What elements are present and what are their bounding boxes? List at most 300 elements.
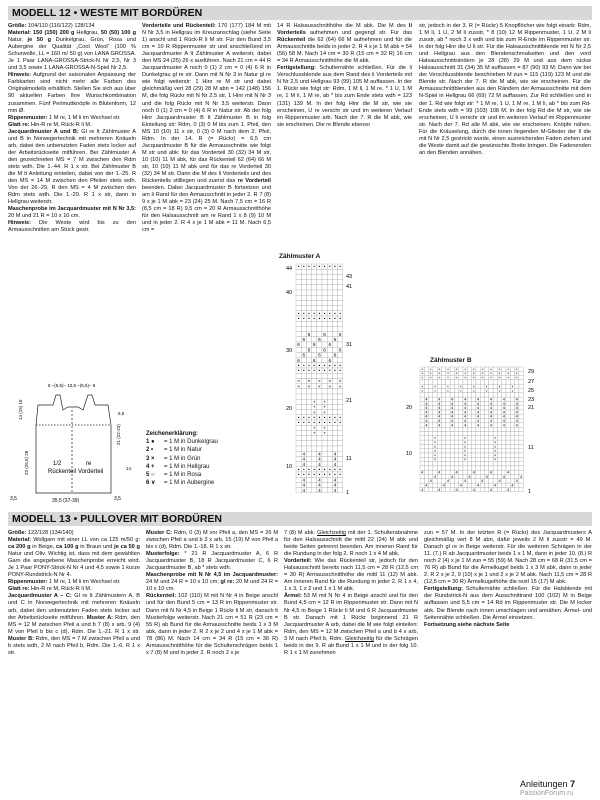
svg-text:•: • [339,466,342,472]
svg-text:4: 4 [489,469,493,475]
svg-text:20: 20 [406,405,413,411]
svg-text:+: + [464,370,467,376]
svg-text:•: • [473,383,475,389]
svg-text:•: • [339,264,342,270]
m12-column-2: Vorderteile und Rückenteil: 170 (177) 184 M mit N Nr 3,5 in Hellgrau im Kreuzanschlag (siehe Seite 1) anschl und 1 Rück-R li M str. Für den Bund 3,5 cm = 10 R Rippenmuster str und anschließend im Jacquardmuster A lt Zählmuster A weiterstr, dabei den MS 24 (25) 26 x ausführen. Nach 21 cm = 44 R Jacquardmuster A noch 0 (1) 2 cm = 0 (4) 6 R in Dunkelgrau gl re str. Dann mit N Nr 3 in Natur gl re wie folgt weiterstr: 1 Hinr re M str und dabei gleichmäßig vert 28 (29) 28 M abn = 142 (148) 156 M, die folg Rückr mit N Nr 2,5 str, 1 Hinr mit N Nr 3 und die folg Rückr mit N Nr 3,5 weiterstr. Dann noch 0 (1) 2 cm = 0 (4) 6 R in Natur str. Ab der folg Hinr Jacquardmuster B lt Zählmuster B in folg Einteilung str: Rdm, 0 (3) 0 M bis zum 1. Pfeil, den MS 10 (10) 11 x str, 0 (3) 0 M nach dem 2. Pfeil, Rdm. In der 14. R (= Rückr) = 6,5 cm Jacquardmuster B für die Armausschnitte wie folgt M str und abk: für das Vorderteil 30 (32) 34 M str, 10 (10) 11 M abk, für das Rückenteil 62 (64) 66 M str, 10 (10) 11 M abk und für das re Vorderteil 30 (32) 34 M str. Dann die M des li Vorderteils und des Rückenteils stilllegen und zuerst das re Vorderteil beenden. Dabei Jacquardmuster B fortsetzen und am li Rand für den Armausschnitt in jeder 2. R 7 (8) 9 x je 1 M abk = 23 (24) 25 M. Nach 7,5 cm = 16 R (8,5 cm = 18 R) 9,5 cm = 20 R Armausschnitthöhe für den Halsausschnitt am re Rand 1 x 8 (9) 10 M und in jeder 2. R 4 x je 1 M abk = 11 M. Nach 6,5 cm = [142,23,271,234]
legend-item: 5 ○ = 1 M in Rosa [146,472,202,479]
svg-text:4: 4 [433,473,437,479]
svg-text:41: 41 [346,284,353,290]
legend-item: 6 ∨ = 1 M in Aubergine [146,480,215,487]
svg-text:4: 4 [438,422,441,428]
svg-text:•: • [328,316,331,322]
svg-text:•: • [302,310,305,316]
svg-text:•: • [421,387,423,393]
svg-text:•: • [334,466,336,472]
svg-text:6: 6 [297,342,300,348]
svg-text:•: • [302,420,305,426]
legend-item: 3 × = 1 M in Grün [146,455,201,462]
svg-text:•: • [313,414,316,420]
svg-text:•: • [308,420,310,426]
svg-text:•: • [318,362,321,368]
svg-text:•: • [323,472,326,478]
svg-text:•: • [318,368,321,374]
svg-text:4: 4 [489,396,493,402]
svg-text:+: + [507,375,510,381]
svg-text:6: 6 [333,352,337,358]
svg-text:•: • [297,362,300,368]
svg-text:×: × [328,378,332,384]
model-13-header: MODELL 13 • PULLOVER MIT BORDÜREN [8,512,592,526]
svg-text:•: • [334,420,336,426]
chart-b-title: Zählmuster B [430,357,472,364]
svg-text:4: 4 [333,482,337,488]
svg-text:×: × [433,448,437,454]
svg-text:+: + [429,370,432,376]
svg-text:•: • [339,310,342,316]
svg-text:•: • [313,362,316,368]
svg-text:•: • [328,310,331,316]
svg-text:+: + [446,370,450,376]
svg-text:4: 4 [464,413,467,419]
svg-text:•: • [323,362,326,368]
svg-text:4: 4 [438,486,441,492]
svg-text:•: • [323,466,326,472]
svg-text:+: + [446,366,450,372]
svg-text:6: 6 [297,357,300,363]
svg-text:•: • [313,368,316,374]
svg-text:+: + [323,404,326,410]
svg-text:•: • [297,414,300,420]
svg-text:•: • [498,387,501,393]
svg-text:+: + [472,375,475,381]
svg-text:4: 4 [485,473,488,479]
svg-text:•: • [313,264,316,270]
svg-text:•: • [313,316,316,322]
svg-text:4: 4 [451,473,454,479]
svg-text:4: 4 [318,456,321,462]
svg-text:4: 4 [302,487,306,493]
svg-text:4: 4 [451,396,454,402]
vest-schematic [8,365,140,510]
svg-text:4: 4 [502,400,505,406]
svg-text:4: 4 [459,482,462,488]
svg-text:×: × [338,378,342,384]
svg-text:•: • [328,368,331,374]
svg-text:•: • [334,310,336,316]
footer: Anleitungen 7 [520,779,576,789]
svg-text:6: 6 [328,357,332,363]
svg-text:14 (15) 16: 14 (15) 16 [18,399,23,420]
svg-text:10: 10 [286,464,293,470]
svg-text:+: + [498,366,501,372]
svg-text:4: 4 [318,487,321,493]
svg-text:4: 4 [502,422,505,428]
svg-text:3,5: 3,5 [10,496,17,502]
svg-text:21: 21 [346,398,353,404]
m13-column-3: 7 (8) M abk. Gleichzeitig mit der 1. Schulterabnahme für den Halsausschnitt die mittl 22 (24) M abk und beide Seiten getrennt beenden. Am inneren Rand für die Rundung in der folg 2. R noch 1 x 4 M abk. Vorderteil: Wie das Rückenteil str, jedoch für den Halsausschnitt bereits nach 11,5 cm = 28 R (12,5 cm = 30 R) Armausschnitthöhe die mittl 11 (12) M abk. Am inneren Rand für die Rundung in jeder 2. R 1 x 4, 1 x 3, 1 x 2 und 1 x 1 M abk. Ärmel: 53 M mit N Nr 4 in Beige anschl und für den Bund 4,5 cm = 12 R im Rippenmuster str. Dann mit N Nr 4,5 in Beige 1 Rückr li M und 6 R Jacquardmuster B str. Danach mit 1 Rückr beginnend 21 R Jacquardmuster A arb, dabei die M wie folgt einteilen: Rdm, den MS = 12 M zwischen Pfeil a und b 4 x arb, 3 M nach Pfeil b, Rdm. Gleichzeitig für die Schrägen beids in der 9. R ab Bund 1 x 1 M und in der folg 10. R 1 x 1 M zunehmen [284,530,418,656]
svg-text:4: 4 [438,396,441,402]
svg-text:•: • [485,383,488,389]
svg-text:4: 4 [333,451,337,457]
svg-text:4: 4 [455,469,458,475]
svg-text:4: 4 [515,478,518,484]
schem-front: Vorderteil [78,469,104,475]
svg-text:•: • [339,368,342,374]
svg-text:+: + [312,425,316,431]
svg-text:×: × [433,452,437,458]
schem-re: re [86,461,92,467]
svg-text:•: • [297,316,300,322]
svg-text:4: 4 [425,409,428,415]
svg-text:4: 4 [318,451,321,457]
svg-text:4: 4 [507,469,510,475]
svg-text:+: + [498,375,501,381]
svg-text:4: 4 [515,413,518,419]
svg-text:•: • [297,368,300,374]
legend-item: 2 • = 1 M in Natur [146,447,202,454]
svg-text:•: • [328,362,331,368]
svg-text:+: + [438,370,441,376]
svg-text:4: 4 [438,400,441,406]
svg-text:4: 4 [515,409,518,415]
svg-text:11: 11 [528,445,534,451]
svg-text:4: 4 [489,409,493,415]
svg-text:•: • [511,387,514,393]
svg-text:•: • [308,316,310,322]
svg-text:11: 11 [346,456,352,462]
svg-text:4: 4 [481,478,484,484]
svg-text:4: 4 [425,482,428,488]
svg-text:•: • [308,414,310,420]
svg-text:×: × [433,456,437,462]
svg-text:+: + [489,375,493,381]
svg-text:+: + [472,370,475,376]
svg-text:4: 4 [519,473,523,479]
svg-text:4: 4 [318,482,321,488]
svg-text:•: • [308,264,310,270]
svg-text:+: + [429,366,432,372]
svg-text:•: • [313,420,316,426]
svg-text:+: + [438,366,441,372]
chart-b [406,365,556,498]
svg-text:+: + [464,375,467,381]
svg-text:4: 4 [438,418,441,424]
svg-text:4: 4 [451,405,454,411]
svg-text:3,5: 3,5 [114,496,121,502]
m12-column-3: 14 R Halsausschnitthöhe die M abk. Die M des li Vorderteils aufnehmen und gegengl str. Für das Rückenteil die 62 (64) 66 M aufnehmen und für die Armausschnitte beids in jeder 2. R 4 x je 1 M abk = 54 (56) 58 M. Nach 14 cm = 30 R (15 cm = 32 R) 16 cm = 34 R Armausschnitthöhe die M abk. Fertigstellung: Schulternähte schließen. Für die li Verschlussblende aus dem Rand des li Vorderteils mit N Nr 2,5 und Hellgrau 93 (99) 105 M auffassen. In der 1. Rückr wie folgt str: Rdm, 1 M li, 1 M re, * 1 U, 1 M re, 1 M li, 1 M re, ab * bis zum Ende stets wdh = 123 (131) 139 M. In der folg Hinr die M str, wie sie erscheinen, U re verschr str und im weiteren Verlauf im Rippenmuster arb. Nach der 7. R die M abk, wie sie erscheinen. Die re Blende ebenso [277,23,412,128]
svg-text:•: • [297,420,300,426]
svg-text:•: • [334,472,336,478]
svg-text:35,5 (37-39): 35,5 (37-39) [52,498,80,504]
svg-text:6: 6 [307,347,311,353]
svg-text:6,5: 6,5 [118,411,125,416]
svg-text:•: • [318,264,321,270]
svg-text:+: + [446,375,450,381]
svg-text:×: × [433,439,437,445]
svg-text:×: × [328,383,332,389]
svg-text:4: 4 [429,478,432,484]
svg-text:•: • [323,310,326,316]
svg-text:6: 6 [318,336,321,342]
svg-text:4: 4 [502,405,505,411]
svg-text:•: • [313,466,316,472]
svg-text:4: 4 [451,413,454,419]
svg-text:×: × [297,378,300,384]
svg-text:23 (25,5) 28: 23 (25,5) 28 [24,450,29,475]
svg-text:×: × [338,383,342,389]
svg-text:•: • [308,310,310,316]
svg-text:•: • [460,383,462,389]
svg-text:•: • [323,420,326,426]
svg-text:×: × [464,439,467,445]
svg-text:4: 4 [498,478,501,484]
m13-column-4: zun = 57 M. In der letzten R (= Rückr) des Jacquardmusters A gleichmäßig vert 8 M abn, dafür jeweils 2 M li zusstr = 49 M. Danach gl re in Beige weiterstr. Für die weiteren Schrägen in der 11. (7.) R ab Jacquardmuster beids 1 x 1 M, dann in jeder 10. (8.) R noch 2 (4) x je 1 M zun = 55 (59) M. Nach 28 cm = 68 R (31,5 cm = 76 R) ab Bund für die Ärmelkugel beids 1 x 3 M abk, dann in jeder 2. R 2 x je 2, 9 (10) x je 1 und 2 x je 2 M abk. Nach 11,5 cm = 28 R (12,5 cm = 30 R) Ärmelkugelhöhe die restl 15 (17) M abk. Fertigstellung: Schulternähte schließen. Für die Halsblende mit der Rundstrick-N aus dem Ausschnittrand 100 (102) M in Beige auffassen und 5,5 cm = 14 Rd im Rippenmuster str. Die M locker abk. Die Blende nach innen umschlagen und annähen. Ärmel- und Seitennähte schließen. Die Ärmel einsetzen. Fortsetzung siehe nächste Seite [424,530,592,628]
svg-text:4: 4 [489,405,493,411]
svg-text:×: × [307,378,311,384]
svg-text:•: • [313,472,316,478]
svg-text:4: 4 [451,400,454,406]
svg-text:×: × [318,383,321,389]
watermark: PassionForum.ru [520,790,574,797]
svg-text:4: 4 [489,413,493,419]
svg-text:20: 20 [286,406,293,412]
svg-text:4: 4 [302,456,306,462]
svg-text:+: + [312,409,316,415]
svg-text:10: 10 [406,451,413,457]
svg-text:•: • [339,472,342,478]
svg-text:6: 6 [333,336,337,342]
svg-text:4: 4 [302,461,306,467]
svg-text:×: × [307,383,311,389]
svg-text:6: 6 [302,336,306,342]
svg-text:6: 6 [312,342,316,348]
svg-text:•: • [339,316,342,322]
svg-text:+: + [481,375,484,381]
svg-text:•: • [328,414,331,420]
svg-text:+: + [421,370,424,376]
svg-text:•: • [308,472,310,478]
svg-text:4: 4 [502,418,505,424]
svg-text:•: • [308,362,310,368]
svg-text:4: 4 [511,482,514,488]
svg-text:4: 4 [494,482,497,488]
svg-text:4: 4 [425,405,428,411]
svg-text:•: • [297,264,300,270]
legend: Zeichenerklärung: 1 ● = 1 M in Dunkelgrau 2 • = 1 M in Natur 3 × = 1 M in Grün 4 + = 1 M in Hellgrau 5 ○ = 1 M in Rosa 6 ∨ = 1 M in Aubergine [146,430,274,487]
svg-text:•: • [302,316,305,322]
svg-text:4: 4 [515,418,518,424]
svg-text:4: 4 [468,473,471,479]
svg-text:•: • [302,362,305,368]
svg-text:6: 6 [338,331,342,337]
svg-text:×: × [433,443,437,449]
svg-text:4: 4 [515,400,518,406]
svg-text:•: • [308,466,310,472]
svg-text:4: 4 [476,409,480,415]
svg-text:+: + [507,366,510,372]
svg-text:•: • [328,264,331,270]
svg-text:4: 4 [438,413,441,419]
svg-text:+: + [489,366,493,372]
svg-text:•: • [421,383,423,389]
svg-text:•: • [297,310,300,316]
svg-text:•: • [318,310,321,316]
svg-text:4: 4 [464,409,467,415]
svg-text:•: • [323,316,326,322]
svg-text:•: • [334,414,336,420]
svg-text:+: + [515,366,518,372]
svg-text:•: • [339,414,342,420]
svg-text:4: 4 [464,422,467,428]
svg-text:4: 4 [464,478,467,484]
svg-text:+: + [323,399,326,405]
svg-text:6: 6 [318,352,321,358]
svg-text:+: + [481,370,484,376]
svg-text:4: 4 [515,422,518,428]
svg-text:×: × [494,435,497,441]
svg-text:6: 6 [307,331,311,337]
m12-column-1: Größe: 104/110 (116/122) 128/134 Material: 150 (150) 200 g Hellgrau, 50 (50) 100 g Natur, je 50 g Dunkelgrau, Grün, Rosa und Aubergine der Qualität „Cool Wool“ (100 % Schurwolle, LL = 160 m/ 50 g) von LANA GROSSA. Je 1 Paar LANA-GROSSA-Strick-N Nr 2,5, Nr 3 und 3,5 sowie 1 LANA-GROSSA-N-Spiel Nr 2,5. Hinweis: Aufgrund der saisonalen Anpassung der Farbkarten sind nicht mehr alle Farben des Originalmodells erhältlich. Stellen Sie sich aus über 90 aktuellen Farben Ihre Wunschkombination zusammen. Fünf Perlmuttknöpfe in Blütenform, 12 mm Ø. Rippenmuster: 1 M re, 1 M li im Wechsel str. Glatt re: Hin-R re M, Rück-R li M. Jacquardmuster A und B: Gl re lt Zählmuster A und B in Norwegertechnik mit mehreren Knäueln arb, dabei den unbenutzten Faden stets locker auf der Arbeitsrückseite mitführen. Bei Zählmuster A den gezeichneten MS = 7 M zwischen den Rdm stets wdh. Die 1.-44. R 1 x str. Bei Zählmuster B die M lt Anleitung einteilen, dabei von der 1.-25. R den MS = 14 M zwischen den Pfeilen stets wdh. Von der 26.-29. R den MS = 4 M zwischen den Rdm stets wdh. Die 1.-29. R 1 x str, dann in Hellgrau weiterstr. Maschenprobe im Jacquardmuster mit N Nr 3,5: 20 M und 21 R = 10 x 10 cm. Hinweis: Die Weste wird bis zu den Armausschnitten am Stück gestr. [8,23,136,234]
svg-text:•: • [318,466,321,472]
svg-text:4: 4 [515,405,518,411]
svg-text:•: • [302,472,305,478]
svg-text:•: • [328,472,331,478]
svg-text:1: 1 [528,489,532,495]
svg-text:4: 4 [438,469,441,475]
svg-text:+: + [323,430,326,436]
svg-text:1: 1 [346,490,350,496]
svg-text:•: • [323,368,326,374]
svg-text:+: + [421,366,424,372]
m13-column-2: Muster C: Rdm, 0 (3) M vor Pfeil a, den MS = 26 M zwischen Pfeil a und b 3 x arb, 15 (19) M von Pfeil a bis c (d), Rdm. Die 1.-18. R 1 x str. Musterfolge: * 21 R Jacquardmuster A, 6 R Jacquardmuster B, 18 R Jacquardmuster C, 6 R Jacquardmuster B, ab * stets wdh. Maschenprobe mit N Nr 4,5 im Jacquardmuster: 24 M und 24 R = 10 x 10 cm; gl re: 20 M und 24 R = 10 x 10 cm. Rückenteil: 102 (110) M mit N Nr 4 in Beige anschl und für den Bund 5 cm = 13 R im Rippenmuster str. Dann mit N Nr 4,5 in Beige 1 Rückr li M str, danach lt Musterfolge weiterstr. Nach 21 cm = 51 R (23 cm = 55 R) ab Bund für die Armausschnitte beids 1 x 3 M abk, dann in jeder 2. R 2 x je 2 und 4 x je 1 M abk = 78 (86) M. Nach 14 cm = 34 R (15 cm = 36 R) Armausschnitthöhe für die Schulterschrägen beids 1 x 7 (8) M und in jeder 2. R noch 2 x je [146,530,278,656]
legend-item: 1 ● = 1 M in Dunkelgrau [146,439,218,446]
svg-text:30: 30 [286,348,293,354]
svg-text:4: 4 [476,422,480,428]
svg-text:43: 43 [346,274,353,280]
chart-a-title: Zählmuster A [279,253,321,260]
svg-text:+: + [312,399,316,405]
svg-text:4: 4 [425,418,428,424]
svg-text:•: • [302,466,305,472]
svg-text:×: × [494,452,497,458]
svg-text:•: • [485,387,488,393]
svg-text:×: × [464,435,467,441]
svg-text:•: • [447,387,449,393]
svg-text:+: + [312,404,316,410]
svg-text:27: 27 [528,379,535,385]
svg-text:4: 4 [489,418,493,424]
model-12-header: MODELL 12 • WESTE MIT BORDÜREN [8,6,592,20]
svg-text:•: • [334,316,336,322]
svg-text:+: + [515,370,518,376]
legend-item: 4 + = 1 M in Hellgrau [146,463,210,470]
svg-text:6: 6 [302,352,306,358]
svg-text:4: 4 [502,409,505,415]
svg-text:4: 4 [446,478,450,484]
svg-text:4: 4 [302,477,306,483]
svg-text:•: • [434,387,436,393]
svg-text:+: + [455,375,458,381]
svg-text:4: 4 [476,413,480,419]
svg-text:•: • [297,466,300,472]
svg-text:4: 4 [476,396,480,402]
svg-text:•: • [302,368,305,374]
svg-text:31: 31 [346,342,353,348]
svg-text:23: 23 [528,397,535,403]
svg-text:4: 4 [489,486,493,492]
svg-text:•: • [318,472,321,478]
svg-text:•: • [302,264,305,270]
svg-text:•: • [447,383,449,389]
svg-text:4: 4 [455,486,458,492]
svg-text:6: 6 [338,347,342,353]
svg-text:×: × [297,383,300,389]
svg-text:4: 4 [318,477,321,483]
svg-text:8 –(5,5)– 10,5 –(5,5)– 8: 8 –(5,5)– 10,5 –(5,5)– 8 [48,383,96,388]
svg-text:4: 4 [425,413,428,419]
svg-text:+: + [464,366,467,372]
svg-text:•: • [334,264,336,270]
svg-text:25: 25 [528,388,535,394]
svg-text:+: + [323,409,326,415]
svg-text:4: 4 [464,405,467,411]
svg-text:4: 4 [489,422,493,428]
svg-text:4: 4 [472,469,475,475]
svg-text:4: 4 [515,396,518,402]
svg-text:4: 4 [333,461,337,467]
svg-text:+: + [421,375,424,381]
svg-text:4: 4 [438,405,441,411]
svg-text:4: 4 [421,486,424,492]
svg-text:•: • [323,264,326,270]
schem-half: 1/2 [53,461,62,467]
svg-text:+: + [489,370,493,376]
svg-text:4: 4 [425,400,428,406]
svg-text:×: × [318,378,321,384]
svg-text:6: 6 [328,342,332,348]
svg-text:×: × [464,443,467,449]
svg-text:4: 4 [472,486,475,492]
svg-text:•: • [339,362,342,368]
svg-text:4: 4 [476,405,480,411]
svg-text:•: • [434,383,436,389]
svg-text:4: 4 [438,409,441,415]
svg-text:4: 4 [464,400,467,406]
svg-text:×: × [433,435,437,441]
svg-text:44: 44 [286,266,293,272]
svg-text:•: • [511,383,514,389]
svg-text:+: + [323,425,326,431]
svg-text:×: × [494,448,497,454]
svg-text:×: × [494,456,497,462]
chart-a [286,262,361,502]
svg-text:6: 6 [323,331,326,337]
m13-column-1: Größe: 122/128 (134/140) Material: Wollgarn mit einer LL von ca 125 m/50 g: ca 200 g in Beige, ca 100 g in Braun und je ca 50 g Natur und Oliv. Wichtig ist, dass mit dem gewählten Garn die angegebene Maschenprobe erreicht wird. Je 1 Paar PONY-Strick-N Nr 4 und 4,5 sowie 1 kurze PONY-Rundstrick-N Nr 4. Rippenmuster: 1 M re, 1 M li im Wechsel str. Glatt re: Hin-R re M, Rück-R li M. Jacquardmuster A – C: Gl re lt Zählmustern A, B und C in Norwegertechnik mit mehreren Knäueln arb, dabei den unbenutzten Faden stets locker auf der Arbeitsrückseite mitführen. Muster A: Rdm, den MS = 12 M zwischen Pfeil a und b 7 (8) x arb, 9 (4) M von Pfeil b bis c (d), Rdm. Die 1.-21. R 1 x str. Muster B: Rdm, den MS = 7 M zwischen Pfeil a und b stets wdh, 2 M nach Pfeil b, Rdm. Die 1.-6. R 1 x str. [8,530,140,656]
svg-text:+: + [455,366,458,372]
svg-text:4: 4 [507,486,510,492]
svg-text:+: + [429,375,432,381]
svg-text:21: 21 [528,405,535,411]
svg-text:4: 4 [489,400,493,406]
svg-text:+: + [455,370,458,376]
svg-text:4: 4 [333,487,337,493]
svg-text:6: 6 [312,357,316,363]
svg-text:6: 6 [323,347,326,353]
svg-text:•: • [460,387,462,393]
svg-text:+: + [438,375,441,381]
svg-text:4: 4 [502,396,505,402]
svg-text:4: 4 [464,418,467,424]
